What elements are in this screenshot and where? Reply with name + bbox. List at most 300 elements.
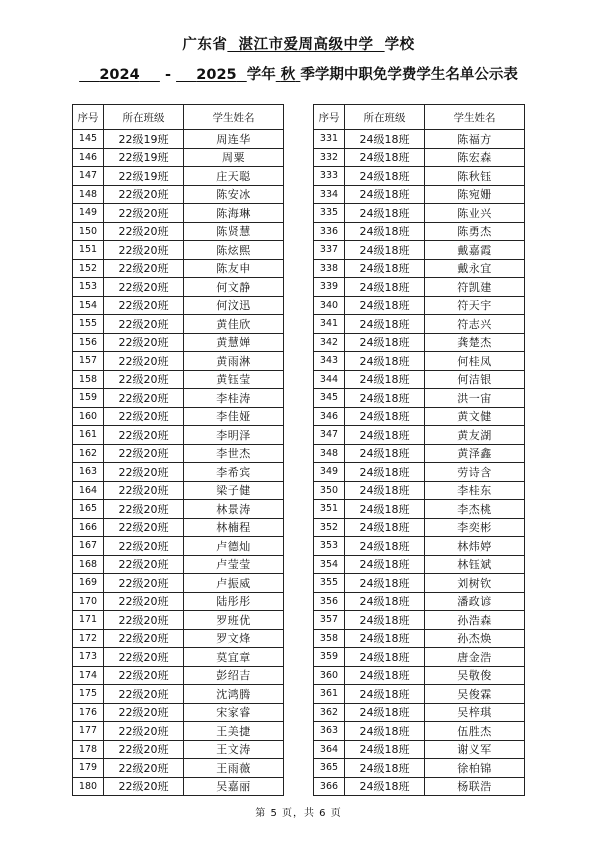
seq-cell: 158 [73, 370, 104, 389]
name-cell: 戴嘉霞 [425, 241, 525, 260]
class-cell: 22级20班 [104, 666, 184, 685]
seq-cell: 335 [314, 204, 345, 223]
class-cell: 24级18班 [345, 148, 425, 167]
name-cell: 林楠程 [184, 518, 284, 537]
name-cell: 洪一宙 [425, 389, 525, 408]
class-cell: 22级20班 [104, 574, 184, 593]
table-row [73, 592, 284, 611]
seq-cell: 164 [73, 481, 104, 500]
seq-cell: 163 [73, 463, 104, 482]
table-row [314, 167, 525, 186]
class-cell: 22级20班 [104, 555, 184, 574]
table-row [73, 296, 284, 315]
title-line-1 [0, 33, 597, 54]
name-cell: 黄慧婵 [184, 333, 284, 352]
name-cell: 符志兴 [425, 315, 525, 334]
class-cell: 24级18班 [345, 703, 425, 722]
table-row [314, 185, 525, 204]
class-cell: 24级18班 [345, 167, 425, 186]
table-row [73, 555, 284, 574]
table-row [73, 204, 284, 223]
table-row [314, 259, 525, 278]
name-cell: 孙浩森 [425, 611, 525, 630]
class-cell: 22级20班 [104, 685, 184, 704]
class-cell: 22级20班 [104, 315, 184, 334]
seq-cell: 331 [314, 130, 345, 149]
table-row [314, 740, 525, 759]
title-line-2 [0, 63, 597, 84]
name-cell: 何汶迅 [184, 296, 284, 315]
name-cell: 陈海琳 [184, 204, 284, 223]
class-cell: 24级18班 [345, 185, 425, 204]
name-cell: 吴嘉丽 [184, 777, 284, 796]
class-cell: 22级20班 [104, 204, 184, 223]
table-row [314, 315, 525, 334]
seq-cell: 350 [314, 481, 345, 500]
class-cell: 24级18班 [345, 759, 425, 778]
class-cell: 24级18班 [345, 611, 425, 630]
seq-cell: 170 [73, 592, 104, 611]
class-cell: 24级18班 [345, 592, 425, 611]
seq-cell: 148 [73, 185, 104, 204]
table-row [314, 426, 525, 445]
right-student-table [313, 104, 525, 796]
class-cell: 22级20班 [104, 537, 184, 556]
table-row [314, 296, 525, 315]
table-row [73, 333, 284, 352]
seq-cell: 357 [314, 611, 345, 630]
table-row [314, 666, 525, 685]
name-cell: 林景涛 [184, 500, 284, 519]
class-cell: 22级20班 [104, 740, 184, 759]
table-row [73, 444, 284, 463]
seq-cell: 346 [314, 407, 345, 426]
table-row [314, 130, 525, 149]
name-cell: 劳诗含 [425, 463, 525, 482]
left-table-body [73, 130, 284, 796]
table-row [314, 148, 525, 167]
seq-cell: 173 [73, 648, 104, 667]
school-name: 湛江市爱周高级中学 [238, 37, 374, 53]
name-cell: 周连华 [184, 130, 284, 149]
class-cell: 24级18班 [345, 537, 425, 556]
seq-cell: 161 [73, 426, 104, 445]
class-cell: 24级18班 [345, 370, 425, 389]
class-cell: 22级20班 [104, 518, 184, 537]
seq-cell: 146 [73, 148, 104, 167]
title-rest: 季学期中职免学费学生名单公示表 [300, 67, 518, 83]
name-cell: 李明泽 [184, 426, 284, 445]
seq-cell: 168 [73, 555, 104, 574]
class-cell: 22级20班 [104, 722, 184, 741]
name-cell: 吴敬俊 [425, 666, 525, 685]
name-cell: 潘政谚 [425, 592, 525, 611]
table-row [314, 518, 525, 537]
table-row [314, 685, 525, 704]
seq-cell: 177 [73, 722, 104, 741]
seq-cell: 178 [73, 740, 104, 759]
name-cell: 陈宛姗 [425, 185, 525, 204]
table-row [314, 500, 525, 519]
seq-cell: 341 [314, 315, 345, 334]
name-cell: 王美捷 [184, 722, 284, 741]
seq-cell: 153 [73, 278, 104, 297]
col-header-seq: 序号 [314, 105, 345, 130]
table-row [73, 722, 284, 741]
table-row [73, 185, 284, 204]
class-cell: 22级20班 [104, 500, 184, 519]
table-row [73, 389, 284, 408]
class-cell: 22级20班 [104, 592, 184, 611]
name-cell: 杨联浩 [425, 777, 525, 796]
name-cell: 陈秋钰 [425, 167, 525, 186]
table-row [314, 463, 525, 482]
name-cell: 陆彤彤 [184, 592, 284, 611]
table-row [314, 629, 525, 648]
table-row [73, 407, 284, 426]
table-row [73, 241, 284, 260]
class-cell: 24级18班 [345, 259, 425, 278]
table-row [314, 407, 525, 426]
name-cell: 符凯建 [425, 278, 525, 297]
seq-cell: 159 [73, 389, 104, 408]
name-cell: 何桂凤 [425, 352, 525, 371]
table-row [314, 389, 525, 408]
seq-cell: 360 [314, 666, 345, 685]
table-row [73, 463, 284, 482]
seq-cell: 171 [73, 611, 104, 630]
name-cell: 林钰斌 [425, 555, 525, 574]
col-header-class: 所在班级 [345, 105, 425, 130]
class-cell: 22级19班 [104, 148, 184, 167]
name-cell: 刘树钦 [425, 574, 525, 593]
seq-cell: 154 [73, 296, 104, 315]
class-cell: 24级18班 [345, 463, 425, 482]
name-cell: 林炜婷 [425, 537, 525, 556]
seq-cell: 351 [314, 500, 345, 519]
class-cell: 24级18班 [345, 740, 425, 759]
name-cell: 李佳娅 [184, 407, 284, 426]
name-cell: 黄文健 [425, 407, 525, 426]
table-row [73, 426, 284, 445]
class-cell: 24级18班 [345, 204, 425, 223]
seq-cell: 366 [314, 777, 345, 796]
seq-cell: 336 [314, 222, 345, 241]
table-row [73, 167, 284, 186]
name-cell: 符天宇 [425, 296, 525, 315]
seq-cell: 334 [314, 185, 345, 204]
table-row [314, 537, 525, 556]
table-row [73, 685, 284, 704]
table-row [73, 537, 284, 556]
name-cell: 龚楚杰 [425, 333, 525, 352]
class-cell: 22级20班 [104, 611, 184, 630]
seq-cell: 342 [314, 333, 345, 352]
col-header-name: 学生姓名 [425, 105, 525, 130]
class-cell: 24级18班 [345, 222, 425, 241]
seq-cell: 340 [314, 296, 345, 315]
table-row [314, 592, 525, 611]
class-cell: 24级18班 [345, 315, 425, 334]
table-row [73, 130, 284, 149]
seq-cell: 358 [314, 629, 345, 648]
table-row [314, 574, 525, 593]
table-row [73, 611, 284, 630]
seq-cell: 174 [73, 666, 104, 685]
seq-cell: 145 [73, 130, 104, 149]
table-row [314, 555, 525, 574]
name-cell: 卢振威 [184, 574, 284, 593]
seq-cell: 176 [73, 703, 104, 722]
seq-cell: 362 [314, 703, 345, 722]
name-cell: 黄钰莹 [184, 370, 284, 389]
table-row [314, 481, 525, 500]
class-cell: 22级20班 [104, 703, 184, 722]
name-cell: 沈鸿腾 [184, 685, 284, 704]
class-cell: 22级20班 [104, 463, 184, 482]
class-cell: 22级20班 [104, 759, 184, 778]
seq-cell: 338 [314, 259, 345, 278]
name-cell: 何文静 [184, 278, 284, 297]
seq-cell: 364 [314, 740, 345, 759]
name-cell: 陈贤慧 [184, 222, 284, 241]
seq-cell: 150 [73, 222, 104, 241]
name-cell: 王雨薇 [184, 759, 284, 778]
name-cell: 唐金浩 [425, 648, 525, 667]
seq-cell: 169 [73, 574, 104, 593]
seq-cell: 345 [314, 389, 345, 408]
class-cell: 22级20班 [104, 444, 184, 463]
class-cell: 22级19班 [104, 167, 184, 186]
class-cell: 22级20班 [104, 241, 184, 260]
name-cell: 李杰桃 [425, 500, 525, 519]
seq-cell: 349 [314, 463, 345, 482]
seq-cell: 348 [314, 444, 345, 463]
name-cell: 吴梓琪 [425, 703, 525, 722]
class-cell: 24级18班 [345, 352, 425, 371]
seq-cell: 152 [73, 259, 104, 278]
table-header-row [314, 105, 525, 130]
class-cell: 24级18班 [345, 481, 425, 500]
class-cell: 24级18班 [345, 500, 425, 519]
class-cell: 24级18班 [345, 333, 425, 352]
name-cell: 彭绍吉 [184, 666, 284, 685]
table-row [73, 500, 284, 519]
seq-cell: 172 [73, 629, 104, 648]
table-row [73, 352, 284, 371]
class-cell: 22级20班 [104, 370, 184, 389]
school-year-label: 学年 [246, 67, 276, 83]
class-cell: 24级18班 [345, 130, 425, 149]
class-cell: 22级20班 [104, 629, 184, 648]
class-cell: 24级18班 [345, 241, 425, 260]
class-cell: 24级18班 [345, 722, 425, 741]
seq-cell: 151 [73, 241, 104, 260]
right-table-body [314, 130, 525, 796]
seq-cell: 344 [314, 370, 345, 389]
seq-cell: 180 [73, 777, 104, 796]
seq-cell: 359 [314, 648, 345, 667]
class-cell: 24级18班 [345, 407, 425, 426]
seq-cell: 365 [314, 759, 345, 778]
name-cell: 卢莹莹 [184, 555, 284, 574]
name-cell: 陈炫熙 [184, 241, 284, 260]
seq-cell: 332 [314, 148, 345, 167]
seq-cell: 167 [73, 537, 104, 556]
class-cell: 24级18班 [345, 629, 425, 648]
year-start: 2024 [99, 67, 140, 83]
name-cell: 黄雨淋 [184, 352, 284, 371]
table-row [73, 518, 284, 537]
table-row [73, 703, 284, 722]
seq-cell: 147 [73, 167, 104, 186]
name-cell: 周粟 [184, 148, 284, 167]
table-row [314, 333, 525, 352]
seq-cell: 354 [314, 555, 345, 574]
seq-cell: 165 [73, 500, 104, 519]
class-cell: 24级18班 [345, 278, 425, 297]
seq-cell: 343 [314, 352, 345, 371]
class-cell: 24级18班 [345, 777, 425, 796]
year-dash: - [164, 67, 171, 83]
col-header-class: 所在班级 [104, 105, 184, 130]
class-cell: 24级18班 [345, 648, 425, 667]
class-cell: 22级20班 [104, 333, 184, 352]
year-end: 2025 [196, 67, 237, 83]
name-cell: 李希宾 [184, 463, 284, 482]
name-cell: 庄天聪 [184, 167, 284, 186]
class-cell: 22级20班 [104, 296, 184, 315]
table-row [73, 259, 284, 278]
class-cell: 22级20班 [104, 259, 184, 278]
seq-cell: 160 [73, 407, 104, 426]
class-cell: 24级18班 [345, 296, 425, 315]
col-header-seq: 序号 [73, 105, 104, 130]
seq-cell: 179 [73, 759, 104, 778]
name-cell: 黄泽鑫 [425, 444, 525, 463]
table-row [314, 370, 525, 389]
table-row [73, 574, 284, 593]
name-cell: 陈宏森 [425, 148, 525, 167]
table-row [314, 611, 525, 630]
name-cell: 何洁银 [425, 370, 525, 389]
class-cell: 24级18班 [345, 685, 425, 704]
table-row [314, 703, 525, 722]
season: 秋 [280, 67, 296, 83]
class-cell: 22级20班 [104, 648, 184, 667]
name-cell: 李桂东 [425, 481, 525, 500]
seq-cell: 333 [314, 167, 345, 186]
table-row [73, 278, 284, 297]
seq-cell: 353 [314, 537, 345, 556]
table-row [73, 777, 284, 796]
seq-cell: 352 [314, 518, 345, 537]
name-cell: 陈勇杰 [425, 222, 525, 241]
name-cell: 孙杰焕 [425, 629, 525, 648]
table-row [314, 352, 525, 371]
name-cell: 梁子健 [184, 481, 284, 500]
class-cell: 22级20班 [104, 407, 184, 426]
table-row [314, 777, 525, 796]
name-cell: 黄佳欣 [184, 315, 284, 334]
table-row [314, 648, 525, 667]
table-row [314, 722, 525, 741]
province-name: 广东省 [182, 37, 228, 53]
table-row [314, 241, 525, 260]
table-row [73, 148, 284, 167]
page-number: 第 5 页，共 6 页 [255, 808, 342, 819]
name-cell: 吴俊霖 [425, 685, 525, 704]
table-row [314, 278, 525, 297]
class-cell: 24级18班 [345, 389, 425, 408]
name-cell: 宋家睿 [184, 703, 284, 722]
name-cell: 李桂涛 [184, 389, 284, 408]
table-row [73, 370, 284, 389]
name-cell: 黄友湖 [425, 426, 525, 445]
table-row [314, 759, 525, 778]
seq-cell: 149 [73, 204, 104, 223]
class-cell: 22级20班 [104, 352, 184, 371]
seq-cell: 356 [314, 592, 345, 611]
seq-cell: 347 [314, 426, 345, 445]
seq-cell: 363 [314, 722, 345, 741]
table-header-row [73, 105, 284, 130]
name-cell: 莫宜章 [184, 648, 284, 667]
name-cell: 谢义军 [425, 740, 525, 759]
name-cell: 李世杰 [184, 444, 284, 463]
seq-cell: 339 [314, 278, 345, 297]
class-cell: 24级18班 [345, 426, 425, 445]
col-header-name: 学生姓名 [184, 105, 284, 130]
class-cell: 22级20班 [104, 389, 184, 408]
name-cell: 罗班优 [184, 611, 284, 630]
table-row [73, 629, 284, 648]
table-row [73, 759, 284, 778]
class-cell: 22级20班 [104, 426, 184, 445]
seq-cell: 156 [73, 333, 104, 352]
class-cell: 24级18班 [345, 555, 425, 574]
table-row [73, 315, 284, 334]
class-cell: 22级20班 [104, 222, 184, 241]
class-cell: 22级19班 [104, 130, 184, 149]
class-cell: 24级18班 [345, 574, 425, 593]
class-cell: 24级18班 [345, 518, 425, 537]
seq-cell: 361 [314, 685, 345, 704]
seq-cell: 166 [73, 518, 104, 537]
table-row [73, 222, 284, 241]
name-cell: 卢德灿 [184, 537, 284, 556]
name-cell: 罗文烽 [184, 629, 284, 648]
table-row [73, 666, 284, 685]
name-cell: 伍胜杰 [425, 722, 525, 741]
seq-cell: 162 [73, 444, 104, 463]
name-cell: 陈友申 [184, 259, 284, 278]
table-row [73, 740, 284, 759]
class-cell: 22级20班 [104, 481, 184, 500]
seq-cell: 175 [73, 685, 104, 704]
seq-cell: 155 [73, 315, 104, 334]
class-cell: 24级18班 [345, 666, 425, 685]
left-student-table [72, 104, 284, 796]
seq-cell: 355 [314, 574, 345, 593]
name-cell: 陈福方 [425, 130, 525, 149]
table-row [314, 444, 525, 463]
name-cell: 王文涛 [184, 740, 284, 759]
table-row [314, 204, 525, 223]
name-cell: 陈业兴 [425, 204, 525, 223]
name-cell: 李奕彬 [425, 518, 525, 537]
name-cell: 陈安冰 [184, 185, 284, 204]
